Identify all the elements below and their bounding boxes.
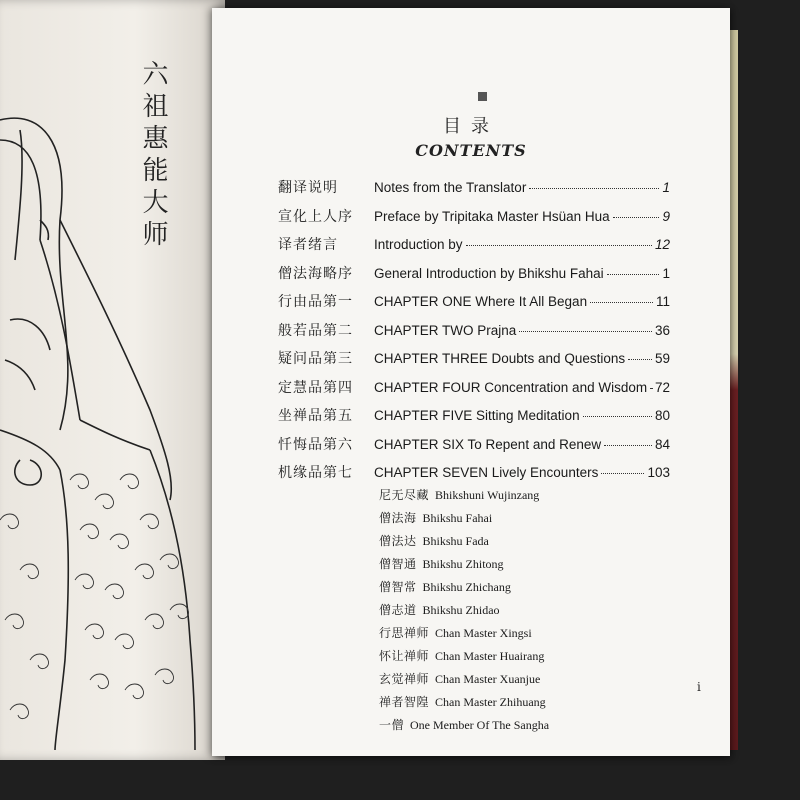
toc-leader-dots [519,331,652,332]
toc-entry-en: Notes from the Translator [374,180,527,195]
toc-heading-zh: 目录 [443,116,499,137]
sub-entry-zh: 玄觉禅师 [379,672,430,686]
vertical-title: 六祖惠能大师 [138,60,168,252]
toc-entry-en: General Introduction by Bhikshu Fahai [374,265,604,281]
toc-entry-en: CHAPTER SEVEN Lively Encounters [374,465,599,480]
toc-leader-dots [650,388,652,389]
toc-entry [278,234,670,263]
toc-leader-dots [466,245,652,246]
toc-leader-dots [590,302,653,303]
sub-entry-zh: 僧法达 [379,534,417,548]
toc-entry-page: 84 [654,436,670,452]
toc-entry-page: 36 [654,322,670,338]
square-ornament [478,92,487,101]
left-page [0,0,225,760]
sub-entry-en: Bhikshu Zhitong [422,557,504,571]
toc-entry [278,405,670,434]
sub-entry-en: Chan Master Xuanjue [435,672,541,686]
toc-sub-entry [379,624,679,647]
toc-entry-en: CHAPTER SIX To Repent and Renew [374,436,602,452]
toc-entry-page: 9 [662,208,670,224]
toc-entry-page: 11 [655,294,670,309]
toc-entry-en: CHAPTER TWO Prajna [374,322,517,338]
toc-entry-zh: 翻译说明 [278,180,338,196]
toc-entry-page: 80 [654,408,670,423]
toc-leader-dots [604,445,652,446]
toc-entry-page: 103 [647,465,670,480]
toc-entry-en: Introduction by [374,237,463,252]
sub-entry-zh: 僧法海 [379,511,417,525]
toc-leader-dots [529,188,659,189]
toc-entry-zh: 宣化上人序 [278,208,353,225]
sub-entry-zh: 禅者智隍 [379,695,430,709]
toc-entry-zh: 忏悔品第六 [278,436,353,453]
toc-entry-page: 1 [662,265,670,281]
toc-entry-zh: 般若品第二 [278,322,353,339]
sub-entry-en: Chan Master Xingsi [435,626,532,640]
toc-sub-entry [379,647,679,670]
toc-sub-entry [379,532,679,555]
sub-entry-en: One Member Of The Sangha [410,718,550,732]
sub-entry-zh: 行思禅师 [379,626,430,640]
sub-entry-en: Bhikshu Zhichang [422,580,511,594]
sub-entry-zh: 僧智常 [379,580,417,594]
toc-entry-zh: 机缘品第七 [278,465,353,481]
sub-entry-en: Bhikshu Fada [422,534,489,548]
toc-entry [278,263,670,292]
page-number: i [697,680,701,694]
toc-entry-en: CHAPTER ONE Where It All Began [374,294,588,309]
toc-entry-en: CHAPTER FOUR Concentration and Wisdom [374,379,648,395]
toc-sub-entry [379,555,679,578]
toc-entry [278,291,670,320]
sub-entry-zh: 僧智通 [379,557,417,571]
toc-entry-zh: 译者绪言 [278,237,338,253]
toc-entry-page: 12 [654,237,670,252]
toc-entry-en: CHAPTER FIVE Sitting Meditation [374,408,580,423]
sub-entry-en: Bhikshu Fahai [422,511,493,525]
toc-leader-dots [601,473,644,474]
toc-list [278,177,670,491]
toc-entry-zh: 僧法海略序 [278,265,353,282]
toc-entry [278,348,670,377]
toc-entry-page: 1 [662,180,670,195]
toc-entry [278,434,670,463]
sub-entry-en: Bhikshu Zhidao [422,603,500,617]
portrait-illustration [0,100,200,750]
sub-entry-zh: 尼无尽藏 [379,488,430,502]
toc-sub-entry [379,670,679,693]
sub-entry-zh: 怀让禅师 [379,649,430,663]
toc-sub-entry [379,716,679,739]
toc-sub-entry [379,693,679,716]
toc-heading-en: CONTENTS [415,141,527,160]
toc-entry-zh: 行由品第一 [278,294,353,310]
toc-entry-zh: 疑问品第三 [278,351,353,367]
toc-leader-dots [628,359,652,360]
toc-sub-entry [379,486,679,509]
toc-entry-zh: 定慧品第四 [278,379,353,396]
toc-entry-en: CHAPTER THREE Doubts and Questions [374,351,626,366]
toc-sub-entry [379,578,679,601]
toc-entry [278,320,670,349]
toc-entry-page: 72 [654,379,670,395]
toc-entry-zh: 坐禅品第五 [278,408,353,424]
sub-entry-en: Bhikshuni Wujinzang [435,488,540,502]
toc-sub-entry [379,601,679,624]
toc-sub-entry [379,509,679,532]
toc-entry [278,177,670,206]
sub-entry-zh: 僧志道 [379,603,417,617]
sub-entry-en: Chan Master Huairang [435,649,545,663]
toc-entry-en: Preface by Tripitaka Master Hsüan Hua [374,208,610,224]
sub-entry-zh: 一僧 [379,718,405,732]
toc-leader-dots [583,416,652,417]
toc-sub-list [379,486,679,739]
sub-entry-en: Chan Master Zhihuang [435,695,546,709]
toc-entry [278,206,670,235]
toc-leader-dots [613,217,660,218]
toc-entry [278,377,670,406]
toc-entry-page: 59 [654,351,670,366]
toc-leader-dots [607,274,660,275]
